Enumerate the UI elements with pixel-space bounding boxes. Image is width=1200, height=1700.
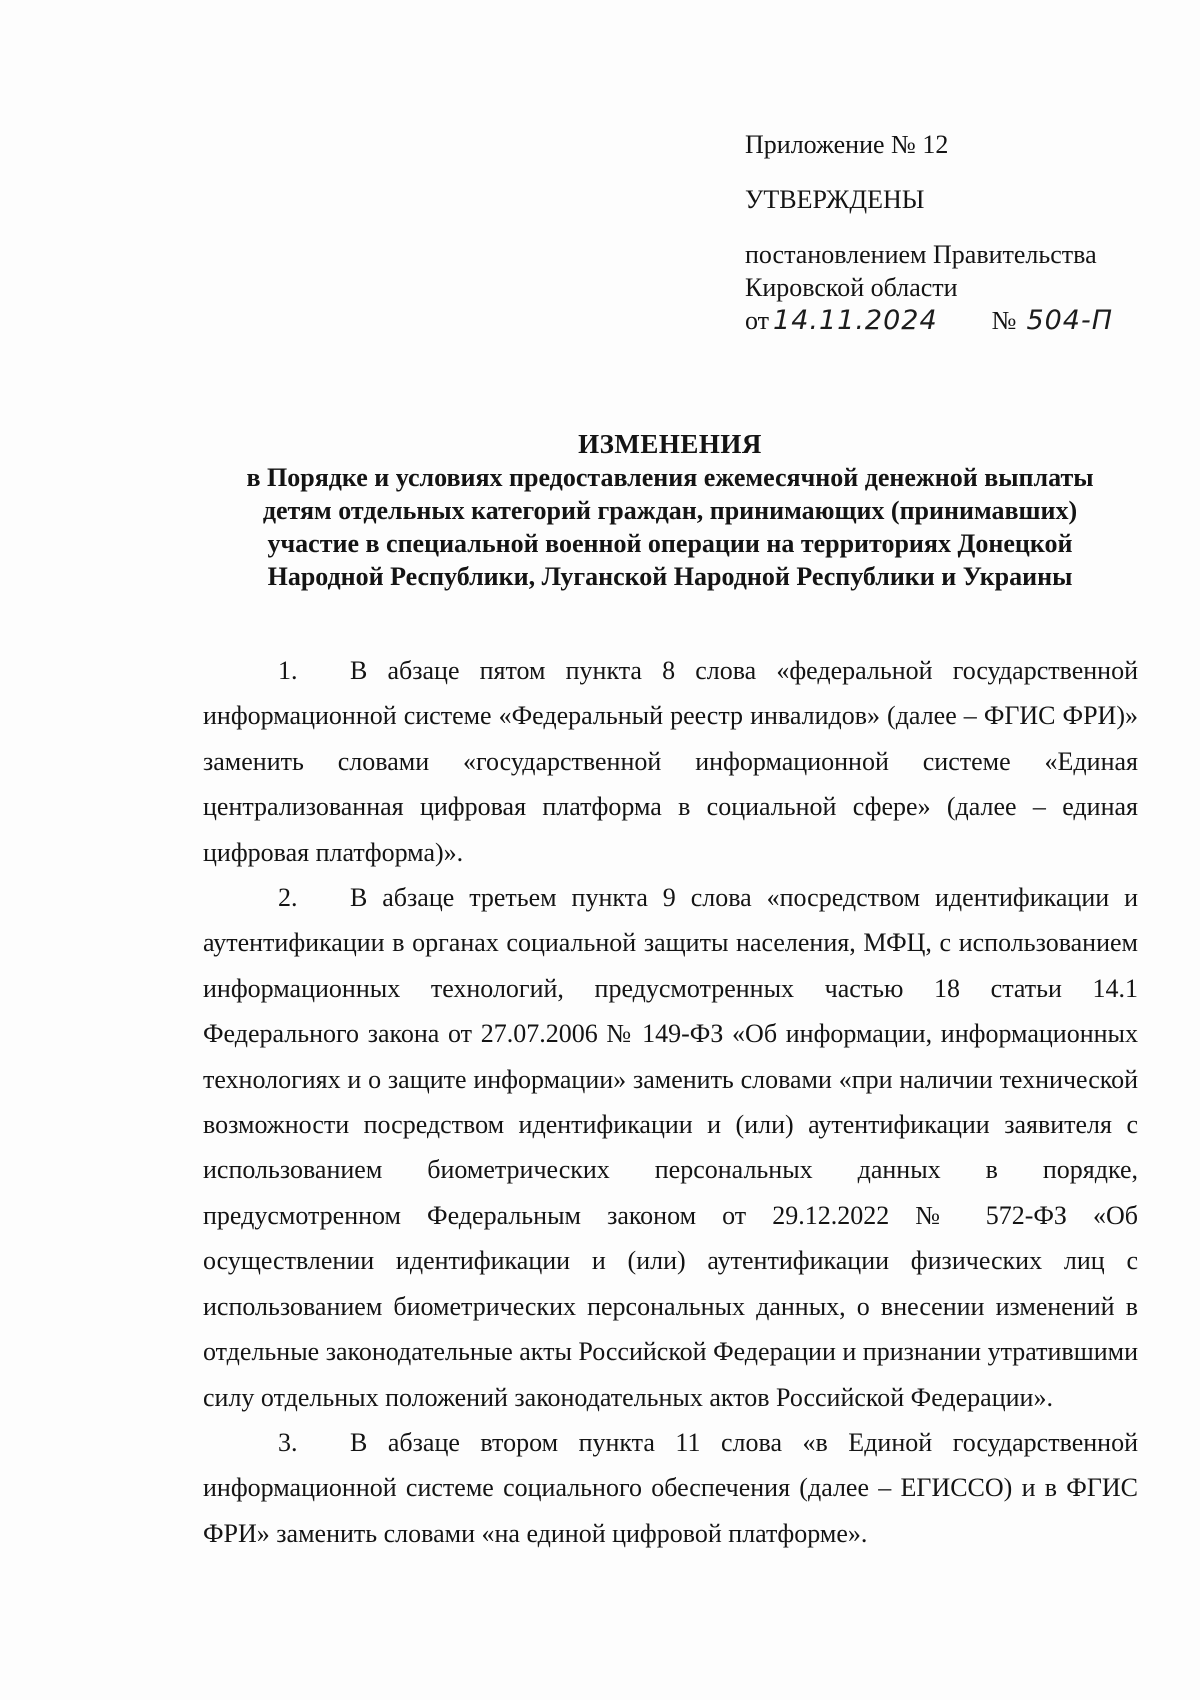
subtitle-line: детям отдельных категорий граждан, принимающих (принимавших) [262, 496, 1078, 525]
document-heading [195, 428, 1145, 593]
paragraph-text: В абзаце пятом пункта 8 слова «федеральной государственной информационной системе «Федеральный реестр инвалидов» (далее – ФГИС ФРИ)» заменить словами «государственной информационной системе «Единая централизованная цифровая платформа в социальной сфере» (далее – единая цифровая платформа)». [203, 656, 1138, 867]
handwritten-number: 504-П [1026, 305, 1114, 336]
paragraph-text: В абзаце третьем пункта 9 слова «посредством идентификации и аутентификации в органах социальной защиты населения, МФЦ, с использованием информационных технологий, предусмотренных частью 18 статьи 14.1 Федерального закона от 27.07.2006 № 149-ФЗ «Об информации, информационных технологиях и о защите информации» заменить словами «при наличии технической возможности посредством идентификации и (или) аутентификации заявителя с использованием биометрических персональных данных в порядке, предусмотренном Федеральным законом от 29.12.2022 № 572-ФЗ «Об осуществлении идентификации и (или) аутентификации физических лиц с использованием биометрических персональных данных, о внесении изменений в отдельные законодательные акты Российской Федерации и признании утратившими силу отдельных положений законодательных актов Российской Федерации». [203, 883, 1138, 1412]
subtitle-line: участие в специальной военной операции на территориях Донецкой [267, 529, 1073, 558]
paragraph-number: 3. [278, 1427, 298, 1457]
decree-line-2: Кировской области [745, 273, 958, 302]
appendix-label: Приложение № 12 [745, 130, 949, 159]
paragraph-number: 1. [278, 656, 298, 685]
subtitle-line: Народной Республики, Луганской Народной Республики и Украины [267, 562, 1073, 591]
number-prefix: № [991, 306, 1017, 335]
paragraph-3 [203, 1420, 1138, 1556]
document-body [203, 648, 1138, 1556]
document-title: ИЗМЕНЕНИЯ [578, 429, 762, 459]
date-number-line [745, 304, 1165, 337]
paragraph-2 [203, 875, 1138, 1420]
handwritten-date: 14.11.2024 [773, 305, 938, 336]
decree-line-1: постановлением Правительства [745, 240, 1097, 269]
paragraph-1 [203, 648, 1138, 875]
approved-label: УТВЕРЖДЕНЫ [745, 185, 925, 214]
paragraph-number: 2. [278, 883, 298, 913]
approval-block [745, 128, 1165, 337]
paragraph-text: В абзаце втором пункта 11 слова «в Единой государственной информационной системе социального обеспечения (далее – ЕГИССО) и в ФГИС ФРИ» заменить словами «на единой цифровой платформе». [203, 1427, 1138, 1548]
subtitle-line: в Порядке и условиях предоставления ежемесячной денежной выплаты [246, 463, 1094, 492]
date-prefix: от [745, 306, 770, 335]
